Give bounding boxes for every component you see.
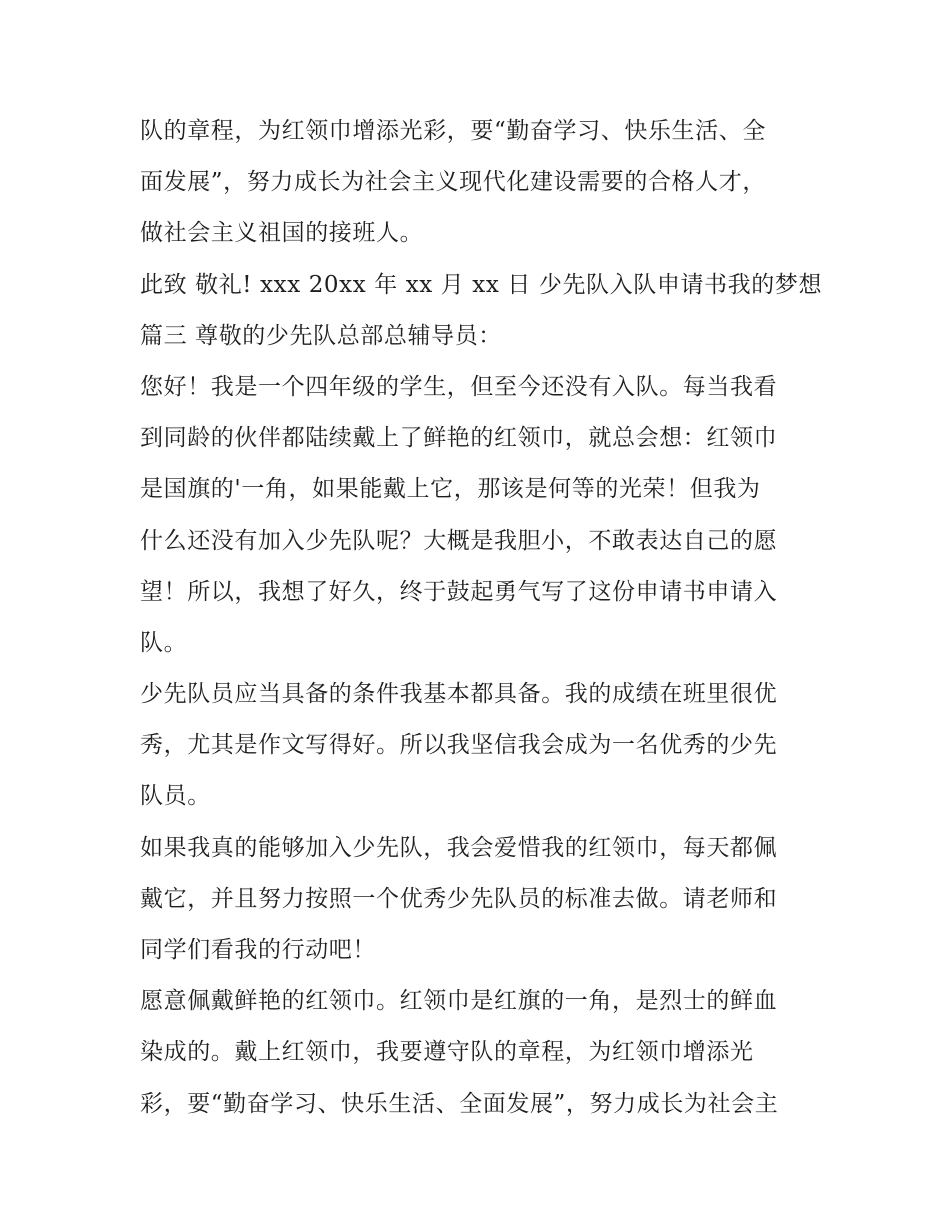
text-line: 少先队员应当具备的条件我基本都具备。我的成绩在班里很优 bbox=[140, 681, 778, 708]
text-line: 做社会主义祖国的接班人。 bbox=[140, 220, 424, 247]
text-line: 愿意佩戴鲜艳的红领巾。红领巾是红旗的一角，是烈士的鲜血 bbox=[140, 988, 778, 1015]
text-line: 同学们看我的行动吧！ bbox=[140, 937, 376, 963]
text-line: 戴它，并且努力按照一个优秀少先队员的标准去做。请老师和 bbox=[140, 885, 778, 912]
text-line: 到同龄的伙伴都陆续戴上了鲜艳的红领巾，就总会想：红领巾 bbox=[140, 425, 778, 452]
text-line: 此致 敬礼! xxx 20xx 年 xx 月 xx 日 少先队入队申请书我的梦想 bbox=[140, 271, 823, 298]
text-line: 队。 bbox=[140, 629, 188, 656]
text-line: 您好！我是一个四年级的学生，但至今还没有入队。每当我看 bbox=[140, 373, 778, 400]
text-line: 队员。 bbox=[140, 783, 211, 810]
text-line: 篇三 尊敬的少先队总部总辅导员： bbox=[140, 322, 502, 349]
text-line: 如果我真的能够加入少先队，我会爱惜我的红领巾，每天都佩 bbox=[140, 834, 778, 861]
text-line: 面发展”，努力成长为社会主义现代化建设需要的合格人才， bbox=[140, 169, 766, 196]
text-line: 望！所以，我想了好久，终于鼓起勇气写了这份申请书申请入 bbox=[140, 578, 778, 605]
text-line: 队的章程，为红领巾增添光彩，要“勤奋学习、快乐生活、全 bbox=[140, 118, 766, 144]
text-line: 是国旗的'一角，如果能戴上它，那该是何等的光荣！但我为 bbox=[140, 476, 761, 503]
document-body bbox=[140, 106, 823, 1130]
text-line: 彩，要“勤奋学习、快乐生活、全面发展”，努力成长为社会主 bbox=[140, 1090, 779, 1117]
text-line: 秀，尤其是作文写得好。所以我坚信我会成为一名优秀的少先 bbox=[140, 732, 778, 759]
text-line: 什么还没有加入少先队呢？大概是我胆小，不敢表达自己的愿 bbox=[140, 527, 778, 554]
text-line: 染成的。戴上红领巾，我要遵守队的章程，为红领巾增添光 bbox=[140, 1039, 754, 1066]
